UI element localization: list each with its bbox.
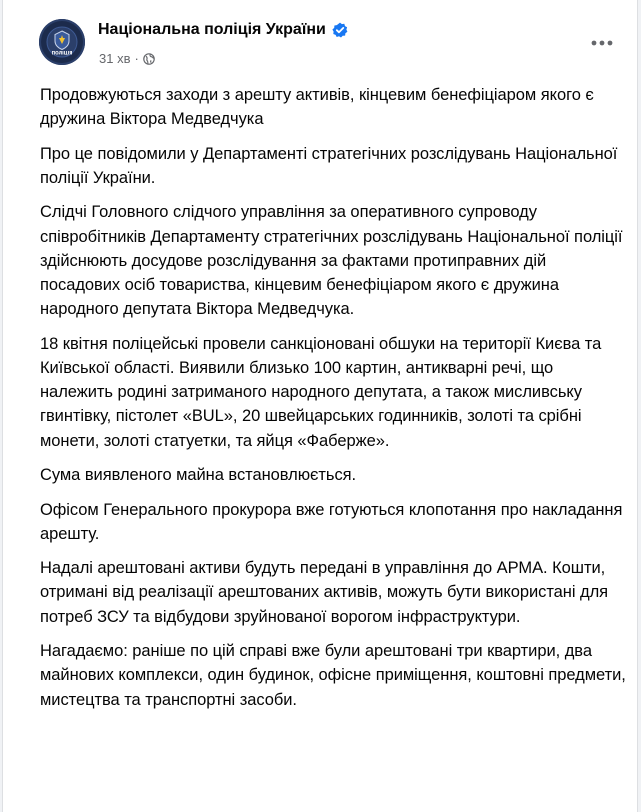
post-paragraph-2: Про це повідомили у Департаменті стратегічних розслідувань Національної поліції України. (40, 144, 618, 187)
verified-badge-icon (332, 22, 348, 38)
police-badge-icon (45, 25, 79, 59)
post-paragraph-4: 18 квітня поліцейські провели санкціоновані обшуки на території Києва та Київської області. Виявили близько 100 картин, антикварні речі, що належить родині затриманого народного депутата, а також мисливську гвинтівку, пістолет «BUL», 20 швейцарських годинників, золоті та срібні монети, золоті статуетки, та яйця «Фаберже». (40, 334, 602, 450)
post-paragraph-7: Надалі арештовані активи будуть передані в управління до АРМА. Кошти, отримані від реалізації арештованих активів, можуть бути використані для потреб ЗСУ та відбудови зруйнованої ворогом інфраструктури. (40, 559, 609, 626)
meta-separator: · (134, 51, 139, 66)
globe-icon[interactable] (143, 53, 155, 65)
post-paragraph-6: Офісом Генерального прокурора вже готуються клопотання про накладання арешту. (40, 500, 623, 543)
post-paragraph-5: Сума виявленого майна встановлюється. (40, 466, 357, 485)
page-name-link[interactable]: Національна поліція України (98, 21, 326, 38)
page-name-row (98, 21, 348, 39)
avatar-label: ПОЛІЦІЯ (51, 50, 73, 56)
more-options-button[interactable] (587, 30, 617, 56)
page-avatar[interactable] (39, 19, 85, 65)
timestamp-link[interactable]: 31 хв (99, 51, 131, 66)
post-paragraph-8: Нагадаємо: раніше по цій справі вже були арештовані три квартири, два майнових комплекси, один будинок, офісне приміщення, коштовні предмети, мистецтва та транспортні засоби. (40, 642, 626, 709)
more-horizontal-icon (591, 40, 613, 46)
post-paragraph-3: Слідчі Головного слідчого управління за оперативного супроводу співробітників Департаменту стратегічних розслідувань Національної поліції здійснюють досудове розслідування за фактами протиправних дій посадових осіб товариства, кінцевим бенефіціаром якого є дружина народного депутата Віктора Медведчука. (40, 203, 623, 319)
post-paragraph-1: Продовжуються заходи з арешту активів, кінцевим бенефіціаром якого є дружина Віктора Медведчука (40, 86, 594, 129)
post-message (40, 83, 630, 712)
post-card (2, 0, 638, 812)
post-meta (99, 51, 155, 66)
